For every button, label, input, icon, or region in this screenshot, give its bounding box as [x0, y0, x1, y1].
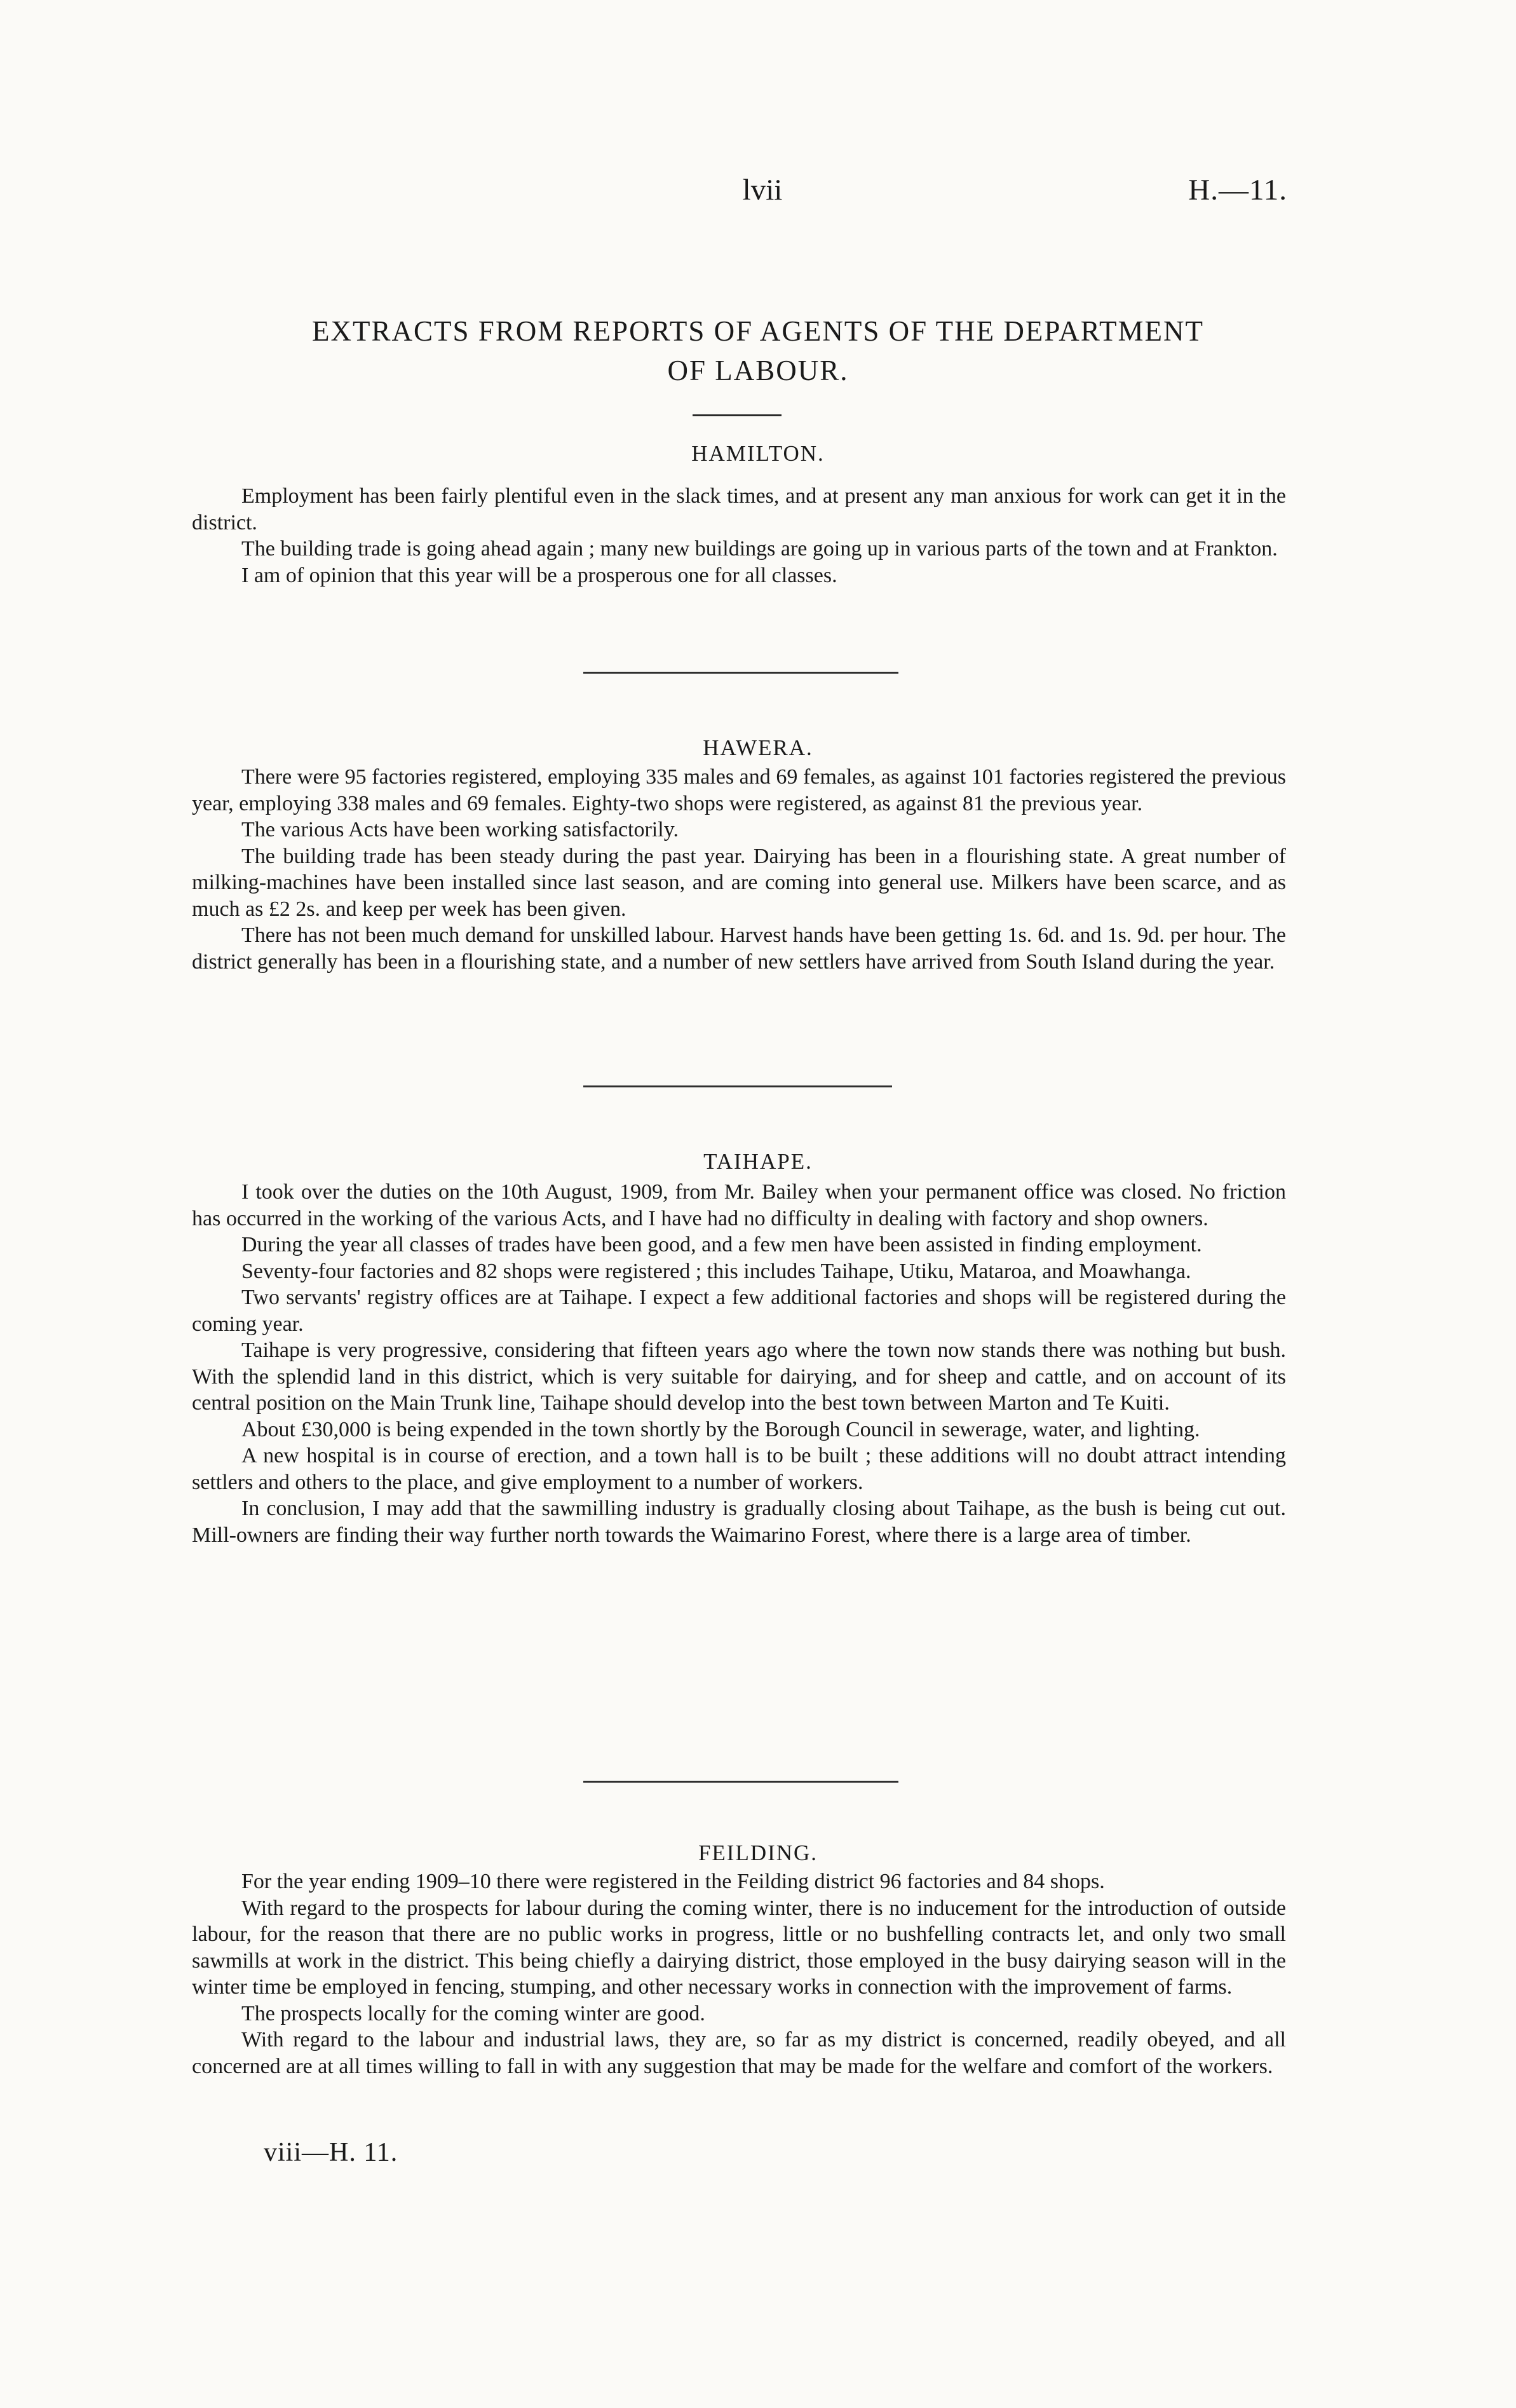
paragraph: For the year ending 1909–10 there were registered in the Feilding district 96 factories and 84 shops.	[241, 1870, 1105, 1893]
paragraph: I took over the duties on the 10th August, 1909, from Mr. Bailey when your permanent office was closed. No friction has occurred in the working of the various Acts, and I have had no difficulty in dealing with factory and shop owners.	[192, 1180, 1286, 1230]
title-line-2: OF LABOUR.	[667, 355, 849, 386]
section-body-hawera	[192, 764, 1286, 975]
paragraph: There has not been much demand for unskilled labour. Harvest hands have been getting 1s. 6d. and 1s. 9d. per hour. The district generally has been in a flourishing state, and a number of new settlers have arrived from South Island during the year.	[192, 923, 1286, 974]
section-body-taihape	[192, 1179, 1286, 1548]
title-rule	[693, 414, 782, 416]
section-heading-hawera: HAWERA.	[703, 735, 813, 760]
paragraph: The prospects locally for the coming winter are good.	[241, 2001, 705, 2025]
paragraph: I am of opinion that this year will be a prosperous one for all classes.	[241, 563, 837, 587]
paragraph: With regard to the labour and industrial laws, they are, so far as my district is concerned, readily obeyed, and all concerned are at all times willing to fall in with any suggestion that may be made for the welfare and comfort of the workers.	[192, 2028, 1286, 2078]
document-title	[191, 311, 1325, 390]
section-heading-hamilton: HAMILTON.	[691, 441, 825, 466]
paragraph: Seventy-four factories and 82 shops were registered ; this includes Taihape, Utiku, Mataroa, and Moawhanga.	[241, 1259, 1191, 1283]
section-body-hamilton	[192, 483, 1286, 588]
paragraph: During the year all classes of trades have been good, and a few men have been assisted in finding employment.	[241, 1233, 1202, 1256]
paragraph: Two servants' registry offices are at Taihape. I expect a few additional factories and shops will be registered during the coming year.	[192, 1286, 1286, 1336]
paragraph: Employment has been fairly plentiful even in the slack times, and at present any man anxious for work can get it in the district.	[192, 484, 1286, 534]
paragraph: There were 95 factories registered, employing 335 males and 69 females, as against 101 factories registered the previous year, employing 338 males and 69 females. Eighty-two shops were registered, as against 81 the previous year.	[192, 765, 1286, 815]
paragraph: A new hospital is in course of erection, and a town hall is to be built ; these additions will no doubt attract intending settlers and others to the place, and give employment to a number of workers.	[192, 1444, 1286, 1494]
section-divider	[583, 672, 898, 674]
paragraph: With regard to the prospects for labour during the coming winter, there is no inducement for the introduction of outside labour, for the reason that there are no public works in progress, little or no bushfelling contracts let, and only two small sawmills at work in the district. This being chiefly a dairying district, those employed in the busy dairying season will in the winter time be employed in fencing, stumping, and other necessary works in connection with the improvement of farms.	[192, 1896, 1286, 1999]
paragraph: The building trade has been steady during the past year. Dairying has been in a flourishing state. A great number of milking-machines have been installed since last season, and are coming into general use. Milkers have been scarce, and as much as £2 2s. and keep per week has been given.	[192, 844, 1286, 921]
title-line-1: EXTRACTS FROM REPORTS OF AGENTS OF THE DEPARTMENT	[311, 315, 1205, 347]
paragraph: In conclusion, I may add that the sawmilling industry is gradually closing about Taihape, as the bush is being cut out. Mill-owners are finding their way further north towards the Waimarino Forest, where there is a large area of timber.	[192, 1497, 1286, 1547]
signature-code: viii—H. 11.	[264, 2138, 398, 2167]
page-number: lvii	[742, 173, 783, 207]
paragraph: Taihape is very progressive, considering that fifteen years ago where the town now stands there was nothing but bush. With the splendid land in this district, which is very suitable for dairying, and for sheep and cattle, and on account of its central position on the Main Trunk line, Taihape should develop into the best town between Marton and Te Kuiti.	[192, 1338, 1286, 1415]
document-code: H.—11.	[1188, 173, 1287, 207]
paragraph: The building trade is going ahead again ; many new buildings are going up in various parts of the town and at Frankton.	[241, 537, 1278, 561]
section-divider	[583, 1085, 892, 1087]
section-heading-feilding: FEILDING.	[698, 1840, 818, 1865]
section-divider	[583, 1781, 898, 1783]
section-body-feilding	[192, 1868, 1286, 2079]
paragraph: The various Acts have been working satisfactorily.	[241, 818, 679, 841]
paragraph: About £30,000 is being expended in the town shortly by the Borough Council in sewerage, water, and lighting.	[241, 1417, 1200, 1441]
section-heading-taihape: TAIHAPE.	[703, 1149, 813, 1174]
